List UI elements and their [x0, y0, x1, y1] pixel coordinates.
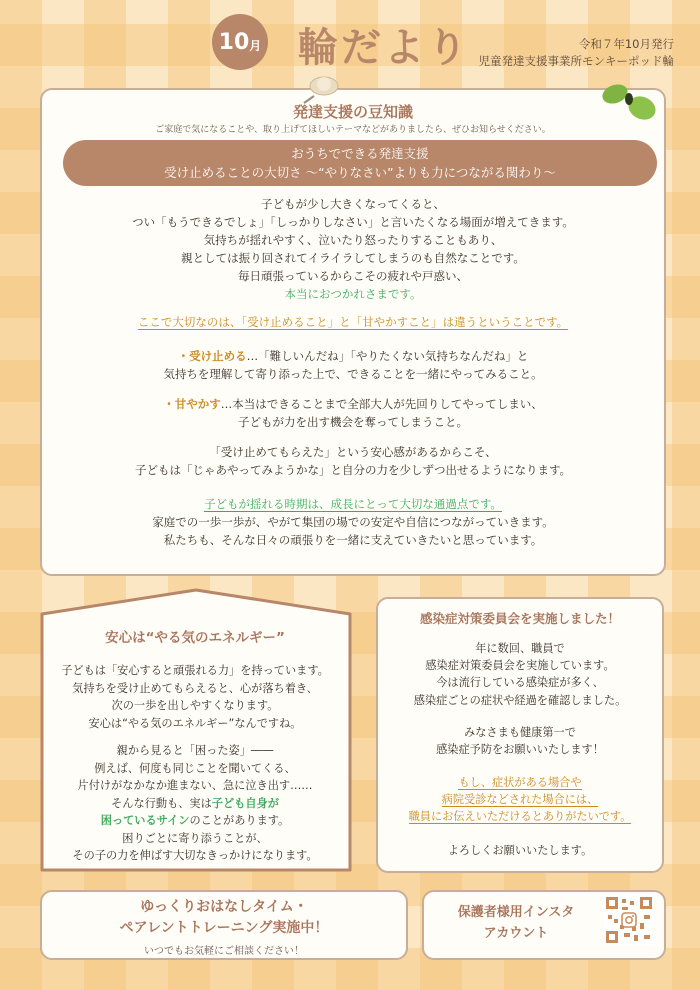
text-line: 感染症対策委員会を実施しています。: [425, 659, 615, 673]
growth-text: 子どもが揺れる時期は、成長にとって大切な通過点です。: [204, 497, 502, 511]
text-line: 家庭での一歩一歩が、やがて集団の場での安定や自信につながっていきます。: [152, 515, 554, 529]
text-line: [376, 791, 664, 808]
text-line: 子どもは「じゃあやってみようかな」と自分の力を少しずつ出せるようになります。: [134, 463, 572, 477]
sign-highlight-2: 困っているサイン: [100, 814, 190, 827]
text-line: 子どもが少し大きくなってくると、: [261, 197, 445, 211]
key-point-line: [40, 313, 666, 331]
amayakasu-line: [40, 395, 666, 413]
text-line: その子の力を伸ばす大切なきっかけになります。: [72, 849, 318, 862]
growth-line: [40, 495, 666, 513]
intro-paragraph: [40, 195, 666, 303]
amayakasu-text: …本当はできることまで全部大人が先回りしてやってしまい、: [220, 397, 543, 411]
infection-closing: よろしくお願いいたします。: [447, 844, 593, 857]
text-line: みなさまも健康第一で: [464, 726, 576, 739]
infection-paragraph-1: [376, 640, 664, 709]
consultation-title-1: ゆっくりおはなしタイム・: [140, 899, 308, 915]
instagram-qr-code[interactable]: [604, 895, 654, 945]
text-line: 今は流行している感染症が多く、: [436, 676, 604, 690]
text-line: 次の一歩を出しやすくなります。: [111, 699, 279, 712]
text-line: 年に数回、職員で: [475, 642, 565, 655]
month-unit: 月: [249, 38, 262, 53]
notice-text: 病院受診などされた場合には、: [441, 793, 599, 807]
pushpin-icon: [300, 70, 344, 104]
text-line: 例えば、何度も同じことを聞いてくる、: [94, 761, 296, 775]
house-paragraph-2: [40, 742, 350, 865]
text-line: 感染症予防をお願いいたします！: [436, 743, 604, 757]
amayakasu-block: [40, 395, 666, 431]
amayakasu-label: ・甘やかす: [163, 397, 221, 411]
text-line: 毎日頑張っているからこその疲れや戸惑い、: [238, 269, 468, 283]
text-line: 私たちも、そんな日々の頑張りを一緒に支えていきたいと思っています。: [163, 533, 543, 547]
newsletter-title: 輪だより: [298, 25, 470, 71]
text-line: 安心は“やる気のエネルギー”なんですね。: [88, 716, 302, 730]
sign-post: のことがあります。: [189, 814, 290, 827]
text-line: つい「もうできるでしょ」「しっかりしなさい」と言いたくなる場面が増えてきます。: [132, 215, 574, 229]
key-point-text: ここで大切なのは、「受け止めること」と「甘やかすこと」は違うということです。: [137, 315, 569, 329]
text-line: 片付けがなかなか進まない、急に泣き出す……: [77, 779, 313, 792]
publisher-name: 児童発達支援事業所モンキーポッド輪: [478, 54, 674, 68]
sign-pre: そんな行動も、実は: [111, 796, 212, 810]
text-line: 親としては振り回されてイライラしてしまうのも自然なことです。: [181, 251, 525, 265]
house-paragraph-1: [40, 662, 350, 732]
infection-paragraph-3: [376, 774, 664, 826]
issue-info: [479, 36, 675, 70]
uketome-block: [40, 347, 666, 383]
month-badge: [212, 14, 268, 70]
sign-line-2: [40, 812, 350, 830]
infection-title: 感染症対策委員会を実施しました！: [419, 611, 620, 626]
thanks-line: 本当におつかれさまです。: [284, 287, 422, 301]
uketome-text: …「難しいんだね」「やりたくない気持ちなんだね」と: [246, 349, 529, 363]
topic-banner: [63, 140, 657, 186]
sign-line: [40, 795, 350, 813]
text-line: 「受け止めてもらえた」という安心感があるからこそ、: [209, 445, 497, 459]
text-line: 気持ちが揺れやすく、泣いたり怒ったりすることもあり、: [203, 233, 503, 247]
banner-line-2: 受け止めることの大切さ 〜“やりなさい”よりも力につながる関わり〜: [164, 165, 556, 180]
tips-note: ご家庭で気になることや、取り上げてほしいテーマなどがありましたら、ぜひお知らせください。: [155, 125, 551, 135]
text-line: [376, 774, 664, 791]
text-line: 気持ちを受け止めてもらえると、心が落ち着き、: [72, 681, 318, 695]
text-line: 子どもは「安心すると頑張れる力」を持っています。: [61, 664, 329, 677]
notice-text: 職員にお伝えいただけるとありがたいです。: [408, 810, 632, 824]
month-number: 10: [218, 29, 250, 55]
text-line: 困りごとに寄り添うことが、: [122, 831, 268, 845]
issue-date: 令和７年10月発行: [578, 37, 674, 51]
uketome-line: [40, 347, 666, 365]
instagram-title-2: アカウント: [483, 926, 549, 941]
instagram-title-1: 保護者様用インスタ: [457, 905, 575, 920]
closing-paragraph: [40, 495, 666, 549]
tips-title: 発達支援の豆知識: [292, 103, 413, 121]
sign-highlight-1: 子ども自身が: [211, 796, 279, 810]
reassurance-paragraph: [40, 443, 666, 479]
text-line: 子どもが力を出す機会を奪ってしまうこと。: [238, 415, 468, 429]
house-title: 安心は“やる気のエネルギー”: [105, 630, 285, 646]
notice-text: もし、症状がある場合や: [458, 776, 582, 789]
uketome-label: ・受け止める: [177, 349, 247, 363]
text-line: 親から見ると「困った姿」――: [116, 744, 274, 757]
consultation-title-2: ペアレントトレーニング実施中！: [119, 920, 329, 936]
consultation-note: いつでもお気軽にご相談ください！: [144, 946, 304, 957]
infection-paragraph-2: [376, 724, 664, 758]
text-line: [376, 808, 664, 825]
text-line: 気持ちを理解して寄り添った上で、できることを一緒にやってみること。: [163, 367, 543, 381]
text-line: 感染症ごとの症状や経過を確認しました。: [413, 693, 627, 707]
banner-line-1: おうちでできる発達支援: [291, 146, 429, 161]
